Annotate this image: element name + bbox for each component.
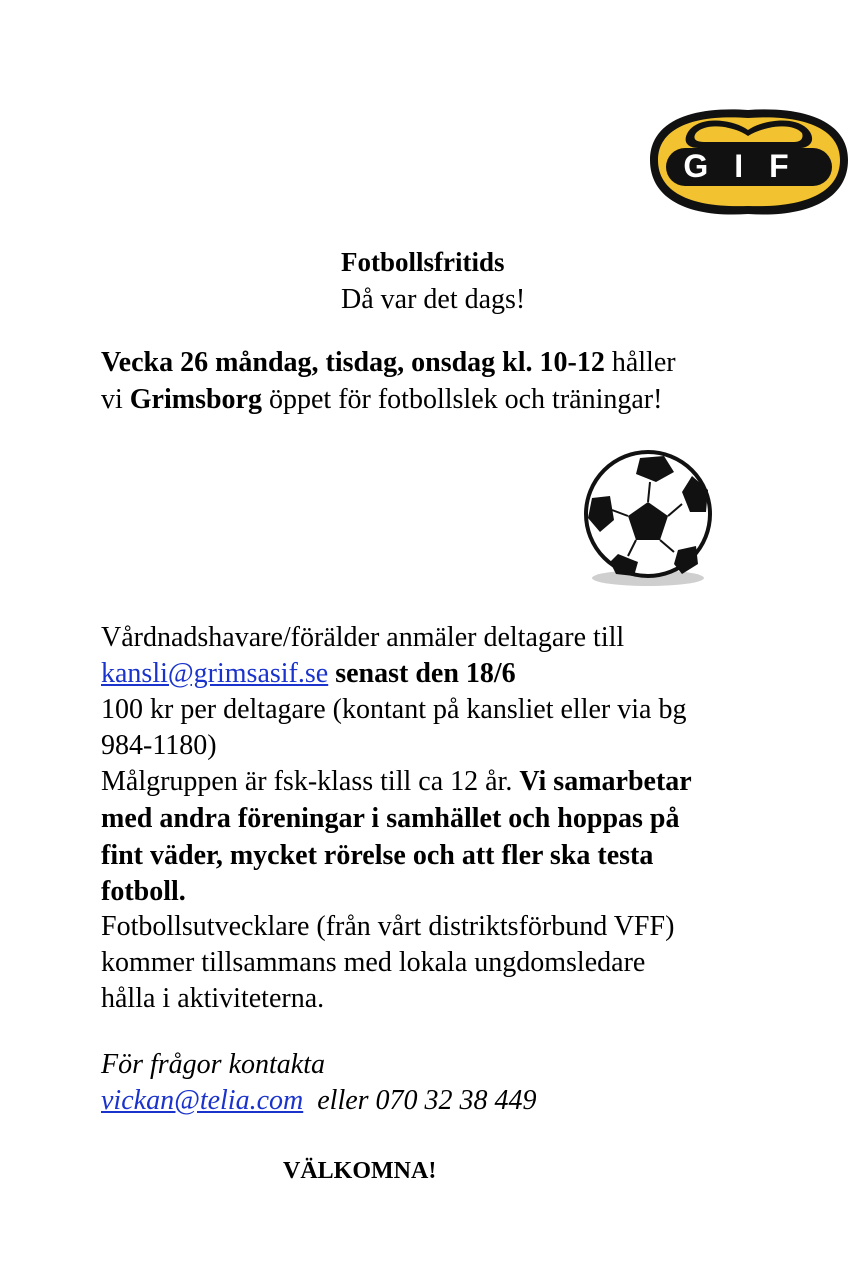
target-bold-4: fotboll. [101, 876, 186, 907]
contact-label: För frågor kontakta [101, 1049, 325, 1080]
leaders-line-1: Fotbollsutvecklare (från vårt distriktsförbund VFF) [101, 911, 675, 942]
intro-dates: Vecka 26 måndag, tisdag, onsdag kl. 10-12 [101, 347, 605, 378]
target-bold-2: med andra föreningar i samhället och hoppas på [101, 803, 680, 834]
fee-line-2: 984-1180) [101, 730, 217, 761]
page-subtitle: Då var det dags! [341, 284, 526, 315]
signup-deadline: senast den 18/6 [335, 658, 516, 689]
signup-line: Vårdnadshavare/förälder anmäler deltagare till [101, 622, 625, 653]
closing-text: VÄLKOMNA! [283, 1158, 437, 1184]
fee-line-1: 100 kr per deltagare (kontant på kansliet eller via bg [101, 694, 687, 725]
football-icon [578, 450, 718, 588]
intro-line-2 [101, 382, 662, 418]
target-bold-3: fint väder, mycket rörelse och att fler ska testa [101, 840, 654, 871]
page-title: Fotbollsfritids [341, 247, 505, 277]
target-line-1 [101, 764, 692, 800]
intro-pre-2: vi [101, 384, 130, 415]
logo-text: GIF [683, 148, 815, 184]
gif-club-logo [640, 100, 856, 222]
leaders-line-3: hålla i aktiviteterna. [101, 983, 325, 1014]
contact-phone: eller 070 32 38 449 [303, 1085, 537, 1116]
intro-rest-1: håller [604, 347, 676, 378]
contact-line [101, 1083, 537, 1119]
intro-rest-2: öppet för fotbollslek och träningar! [262, 384, 663, 415]
intro-line-1 [101, 345, 676, 381]
leaders-line-2: kommer tillsammans med lokala ungdomsledare [101, 947, 646, 978]
signup-email-line [101, 656, 516, 692]
intro-venue: Grimsborg [129, 384, 262, 415]
kansli-email-link[interactable]: kansli@grimsasif.se [101, 658, 329, 689]
target-bold-1: Vi samarbetar [519, 766, 692, 797]
contact-email-link[interactable]: vickan@telia.com [101, 1085, 304, 1116]
target-plain: Målgruppen är fsk-klass till ca 12 år. [101, 766, 520, 797]
